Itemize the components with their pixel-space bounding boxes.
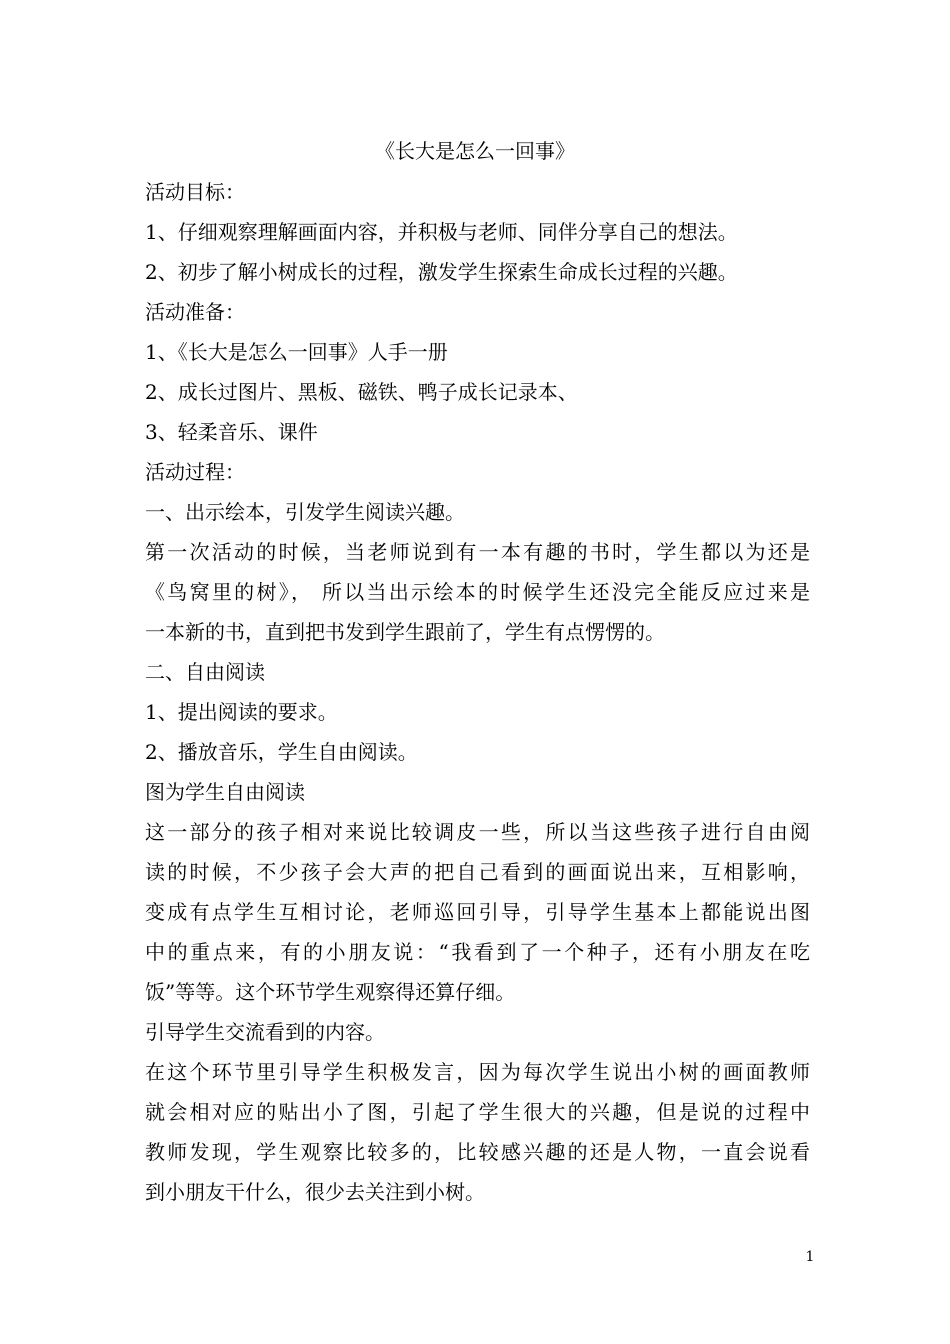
text-line: 到小朋友干什么，很少去关注到小树。 (145, 1180, 485, 1204)
text-line: 活动过程： (145, 460, 245, 484)
text-line: 引导学生交流看到的内容。 (145, 1020, 385, 1044)
document-body (145, 172, 810, 1212)
text-line: 这一部分的孩子相对来说比较调皮一些，所以当这些孩子进行自由阅 (145, 820, 810, 844)
text-line: 活动准备： (145, 300, 245, 324)
text-line: 教师发现，学生观察比较多的，比较感兴趣的还是人物，一直会说看 (145, 1140, 810, 1164)
text-line: 图为学生自由阅读 (145, 780, 305, 804)
text-line: 一、出示绘本，引发学生阅读兴趣。 (145, 500, 465, 524)
text-line: 2、成长过图片、黑板、磁铁、鸭子成长记录本、 (145, 380, 578, 404)
page-number: 1 (805, 1249, 815, 1265)
text-line: 读的时候，不少孩子会大声的把自己看到的画面说出来，互相影响， (145, 860, 810, 884)
text-line: 2、播放音乐，学生自由阅读。 (145, 740, 418, 764)
text-line: 第一次活动的时候，当老师说到有一本有趣的书时，学生都以为还是 (145, 540, 810, 564)
text-line: 二、自由阅读 (145, 660, 265, 684)
text-line: 中的重点来，有的小朋友说：“我看到了一个种子，还有小朋友在吃 (145, 940, 810, 964)
text-line: 活动目标： (145, 180, 245, 204)
text-line: 《鸟窝里的树》， 所以当出示绘本的时候学生还没完全能反应过来是 (145, 580, 810, 604)
text-line: 1、仔细观察理解画面内容，并积极与老师、同伴分享自己的想法。 (145, 220, 738, 244)
text-line: 变成有点学生互相讨论，老师巡回引导，引导学生基本上都能说出图 (145, 900, 810, 924)
text-line: 在这个环节里引导学生积极发言，因为每次学生说出小树的画面教师 (145, 1060, 810, 1084)
text-line: 1、提出阅读的要求。 (145, 700, 338, 724)
document-title: 《长大是怎么一回事》 (375, 139, 575, 163)
text-line: 3、轻柔音乐、课件 (145, 420, 318, 444)
text-line: 饭”等等。这个环节学生观察得还算仔细。 (145, 980, 516, 1004)
text-line: 2、初步了解小树成长的过程，激发学生探索生命成长过程的兴趣。 (145, 260, 738, 284)
text-line: 一本新的书，直到把书发到学生跟前了，学生有点愣愣的。 (145, 620, 665, 644)
text-line: 1、《长大是怎么一回事》人手一册 (145, 340, 448, 364)
text-line: 就会相对应的贴出小了图，引起了学生很大的兴趣，但是说的过程中 (145, 1100, 810, 1124)
